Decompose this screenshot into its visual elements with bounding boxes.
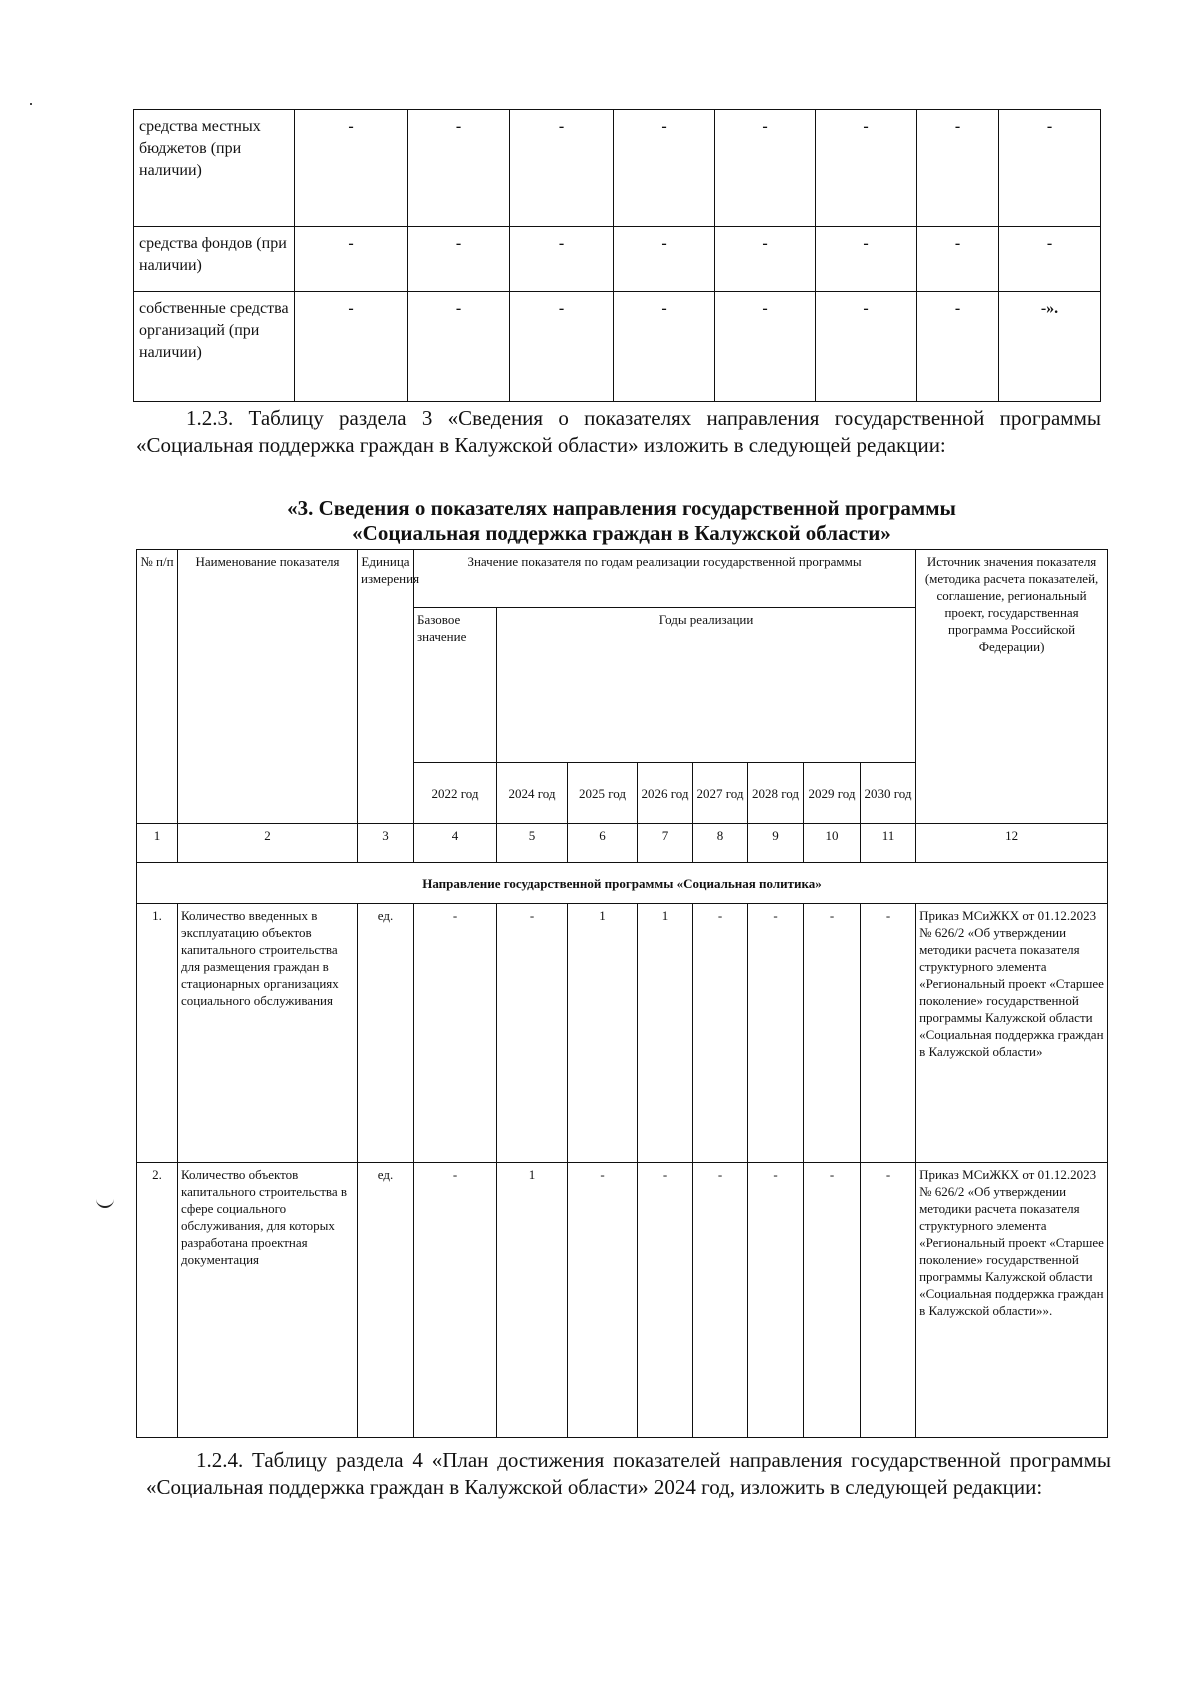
value: - (748, 904, 804, 1163)
unit: ед. (358, 1163, 414, 1438)
col-number: 7 (638, 824, 693, 863)
pen-mark (96, 1198, 114, 1208)
col-number: 6 (568, 824, 638, 863)
source: Приказ МСиЖКХ от 01.12.2023 № 626/2 «Об утверждении методики расчета показателя структурного элемента «Региональный проект «Старшее поколение» государственной программы Калужской области «Социальная поддержка граждан в Калужской области»». (916, 1163, 1108, 1438)
section-title-line-2: «Социальная поддержка граждан в Калужской области» (352, 521, 891, 545)
value: - (568, 1163, 638, 1438)
cell: - (614, 110, 715, 227)
value: - (804, 904, 861, 1163)
row-label: средства местных бюджетов (при наличии) (134, 110, 295, 227)
cell: - (408, 110, 510, 227)
cell: -». (999, 292, 1101, 402)
funding-table (133, 109, 1101, 402)
header-values-group: Значение показателя по годам реализации государственной программы (414, 550, 916, 608)
row-label: собственные средства организаций (при наличии) (134, 292, 295, 402)
value: - (414, 1163, 497, 1438)
cell: - (614, 227, 715, 292)
year-header: 2027 год (693, 763, 748, 824)
cell: - (295, 292, 408, 402)
header-num: № п/п (137, 550, 178, 824)
header-row (137, 550, 1108, 608)
year-header: 2025 год (568, 763, 638, 824)
cell: - (510, 292, 614, 402)
col-number: 3 (358, 824, 414, 863)
col-number: 9 (748, 824, 804, 863)
cell: - (715, 110, 816, 227)
cell: - (295, 227, 408, 292)
col-number: 12 (916, 824, 1108, 863)
cell: - (715, 227, 816, 292)
paragraph-1-2-4: 1.2.4. Таблицу раздела 4 «План достижения показателей направления государственной программы «Социальная поддержка граждан в Калужской области» 2024 год, изложить в следующей редакции: (146, 1448, 1111, 1499)
header-years-group: Годы реализации (497, 608, 916, 763)
col-number: 8 (693, 824, 748, 863)
indicators-table (136, 549, 1108, 1438)
cell: - (295, 110, 408, 227)
cell: - (715, 292, 816, 402)
col-number: 5 (497, 824, 568, 863)
col-number: 4 (414, 824, 497, 863)
cell: - (999, 227, 1101, 292)
section-row (137, 863, 1108, 904)
header-unit: Единица измерения (358, 550, 414, 824)
value: - (414, 904, 497, 1163)
cell: - (816, 227, 917, 292)
paragraph-1-2-3: 1.2.3. Таблицу раздела 3 «Сведения о показателях направления государственной программы «Социальная поддержка граждан в Калужской области» изложить в следующей редакции: (136, 406, 1101, 457)
value: - (804, 1163, 861, 1438)
section-title-line-1: «3. Сведения о показателях направления государственной программы (287, 496, 956, 520)
cell: - (917, 110, 999, 227)
table-row (137, 904, 1108, 1163)
table-row (134, 292, 1101, 402)
row-label: средства фондов (при наличии) (134, 227, 295, 292)
cell: - (510, 227, 614, 292)
source: Приказ МСиЖКХ от 01.12.2023 № 626/2 «Об утверждении методики расчета показателя структурного элемента «Региональный проект «Старшее поколение» государственной программы Калужской области «Социальная поддержка граждан в Калужской области» (916, 904, 1108, 1163)
row-num: 2. (137, 1163, 178, 1438)
year-header: 2028 год (748, 763, 804, 824)
value: 1 (497, 1163, 568, 1438)
cell: - (917, 227, 999, 292)
col-number: 11 (861, 824, 916, 863)
cell: - (816, 110, 917, 227)
section-heading: Направление государственной программы «Социальная политика» (137, 863, 1108, 904)
section-title (136, 496, 1107, 546)
year-header: 2022 год (414, 763, 497, 824)
year-header: 2026 год (638, 763, 693, 824)
cell: - (816, 292, 917, 402)
col-number: 2 (178, 824, 358, 863)
row-num: 1. (137, 904, 178, 1163)
header-source: Источник значения показателя (методика расчета показателей, соглашение, региональный проект, государственная программа Российской Федерации) (916, 550, 1108, 824)
year-header: 2024 год (497, 763, 568, 824)
indicator-name: Количество введенных в эксплуатацию объектов капитального строительства для размещения граждан в стационарных организациях социального обслуживания (178, 904, 358, 1163)
year-header: 2029 год (804, 763, 861, 824)
unit: ед. (358, 904, 414, 1163)
cell: - (408, 292, 510, 402)
value: - (861, 904, 916, 1163)
year-header: 2030 год (861, 763, 916, 824)
value: - (748, 1163, 804, 1438)
table-row (137, 1163, 1108, 1438)
value: 1 (568, 904, 638, 1163)
cell: - (510, 110, 614, 227)
value: - (693, 1163, 748, 1438)
value: - (861, 1163, 916, 1438)
cell: - (917, 292, 999, 402)
indicator-name: Количество объектов капитального строительства в сфере социального обслуживания, для которых разработана проектная документация (178, 1163, 358, 1438)
header-base: Базовое значение (414, 608, 497, 763)
header-name: Наименование показателя (178, 550, 358, 824)
value: - (497, 904, 568, 1163)
col-number: 10 (804, 824, 861, 863)
cell: - (408, 227, 510, 292)
scan-dot (30, 103, 32, 105)
table-row (134, 110, 1101, 227)
cell: - (614, 292, 715, 402)
value: - (638, 1163, 693, 1438)
value: - (693, 904, 748, 1163)
table-row (134, 227, 1101, 292)
cell: - (999, 110, 1101, 227)
column-numbers-row (137, 824, 1108, 863)
value: 1 (638, 904, 693, 1163)
col-number: 1 (137, 824, 178, 863)
